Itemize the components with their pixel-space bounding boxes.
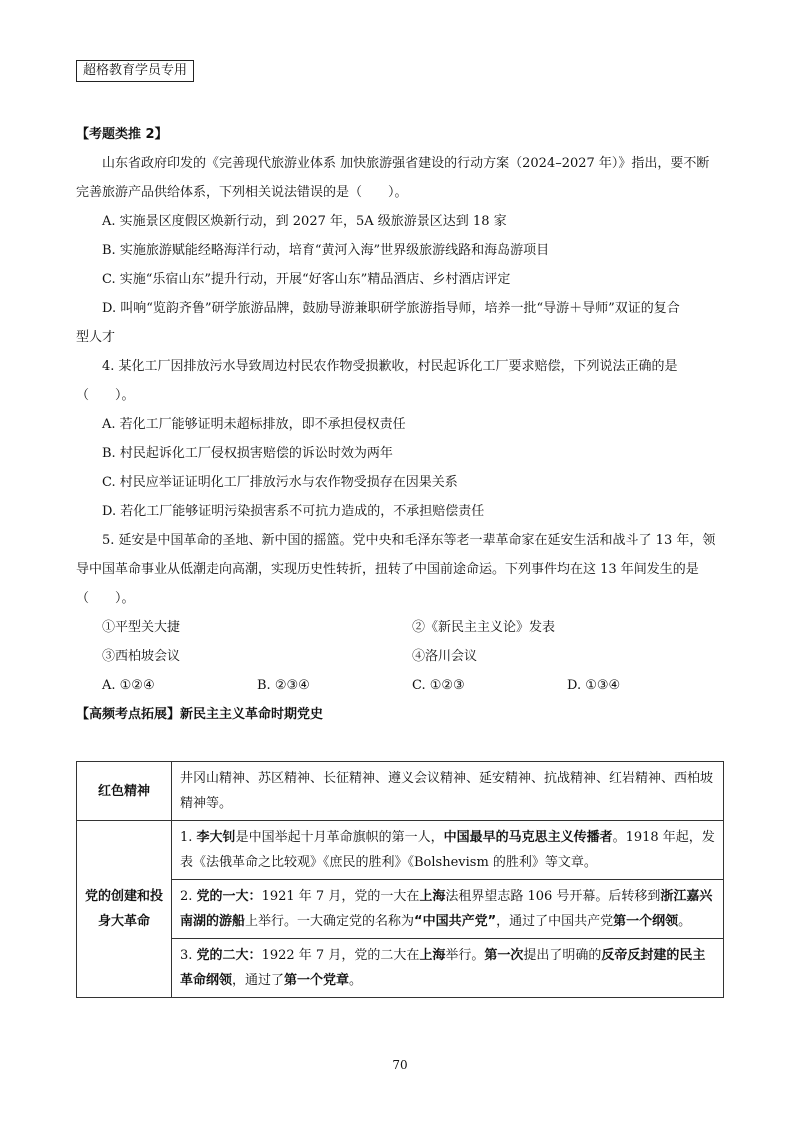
- q4-option-b: B. 村民起诉化工厂侵权损害赔偿的诉讼时效为两年: [102, 446, 393, 461]
- item-number: 1.: [180, 830, 197, 845]
- text: 法租界望志路 106 号开幕。后转移到: [445, 889, 661, 904]
- bold-term: 第一个纲领: [613, 914, 679, 929]
- question-4-stem-cont: （ ）。: [76, 388, 135, 403]
- question-5-stem: 5. 延安是中国革命的圣地、新中国的摇篮。党中央和毛泽东等老一辈革命家在延安生活和战斗了 13 年，领: [102, 533, 716, 548]
- question-5-stem-cont: 导中国革命事业从低潮走向高潮，实现历史性转折，扭转了中国前途命运。下列事件均在这 13 年间发生的是: [76, 562, 699, 577]
- option-c: C. 实施“乐宿山东”提升行动，开展“好客山东”精品酒店、乡村酒店评定: [102, 272, 511, 287]
- watermark-stamp: 超格教育学员专用: [76, 60, 194, 82]
- option-d: D. 叫响“览韵齐鲁”研学旅游品牌，鼓励导游兼职研学旅游指导师，培养一批“导游＋导师”双证的复合: [102, 301, 680, 316]
- question-5-stem-end: （ ）。: [76, 591, 135, 606]
- knowledge-table: [76, 761, 724, 998]
- table-row: [77, 762, 724, 821]
- item-number: 3.: [180, 948, 197, 963]
- q5-choice-a: A. ①②④: [102, 678, 155, 693]
- q5-item-1: ①平型关大捷: [102, 620, 181, 635]
- option-a: A. 实施景区度假区焕新行动，到 2027 年，5A 级旅游景区达到 18 家: [102, 214, 507, 229]
- table-row: [77, 939, 724, 998]
- bold-term: 党的二大：: [196, 948, 262, 963]
- row-head-party-founding: 党的创建和投身大革命: [77, 821, 172, 998]
- page-content: [76, 125, 724, 734]
- text: 。: [349, 973, 363, 988]
- q5-choice-d: D. ①③④: [567, 678, 621, 693]
- question-4-stem: 4. 某化工厂因排放污水导致周边村民农作物受损歉收，村民起诉化工厂要求赔偿，下列说法正确的是: [102, 359, 678, 374]
- bold-term: 第一个党章: [284, 973, 350, 988]
- text: 提出了明确的: [523, 948, 602, 963]
- bold-term: 党的一大：: [196, 889, 262, 904]
- q5-item-2: ②《新民主主义论》发表: [412, 620, 556, 635]
- bold-term: “中国共产党”: [414, 914, 497, 929]
- text: 上举行。一大确定党的名称为: [245, 914, 415, 929]
- text: ，通过了: [232, 973, 285, 988]
- bold-term: 李大钊: [196, 830, 236, 845]
- bold-term: 第一次: [484, 948, 524, 963]
- q5-item-4: ④洛川会议: [412, 649, 478, 664]
- row-head-red-spirit: 红色精神: [77, 762, 172, 821]
- q5-item-3: ③西柏坡会议: [102, 649, 181, 664]
- row-body-red-spirit: 井冈山精神、苏区精神、长征精神、遵义会议精神、延安精神、抗战精神、红岩精神、西柏坡精神等。: [172, 762, 724, 821]
- bold-term: 中国最早的马克思主义传播者: [443, 830, 613, 845]
- table-cell-item-3: [172, 939, 724, 998]
- q4-option-c: C. 村民应举证证明化工厂排放污水与农作物受损存在因果关系: [102, 475, 458, 490]
- text: 。: [678, 914, 692, 929]
- item-number: 2.: [180, 889, 197, 904]
- q4-option-a: A. 若化工厂能够证明未超标排放，即不承担侵权责任: [102, 417, 406, 432]
- q4-option-d: D. 若化工厂能够证明污染损害系不可抗力造成的，不承担赔偿责任: [102, 504, 485, 519]
- q5-choice-c: C. ①②③: [412, 678, 465, 693]
- text: 1921 年 7 月，党的一大在: [261, 889, 420, 904]
- bold-term: 上海: [419, 948, 446, 963]
- table-row: [77, 880, 724, 939]
- text: 。1918 年起，发表《法俄革命之比较观》《庶民的胜利》《Bolshevism 的胜利》等文章。: [180, 830, 715, 870]
- bold-term: 上海: [419, 889, 446, 904]
- bold-term: 浙江嘉兴南湖的游船: [180, 889, 713, 929]
- text: 是中国举起十月革命旗帜的第一人，: [235, 830, 444, 845]
- q5-items-row: [76, 618, 724, 638]
- text: 举行。: [445, 948, 485, 963]
- page-number: 70: [392, 1058, 408, 1072]
- table-row: [77, 821, 724, 880]
- table-cell-item-1: [172, 821, 724, 880]
- text: 1922 年 7 月，党的二大在: [261, 948, 420, 963]
- section-title-extension: 【高频考点拓展】新民主主义革命时期党史: [76, 707, 324, 722]
- q5-choice-b: B. ②③④: [257, 678, 310, 693]
- q5-items-row: [76, 647, 724, 667]
- q5-choices: [76, 676, 724, 696]
- bold-term: 反帝反封建的民主革命纲领: [180, 948, 706, 988]
- section-title-lei-tui: 【考题类推 2】: [76, 127, 168, 142]
- question-stem-cont: 完善旅游产品供给体系，下列相关说法错误的是（ ）。: [76, 185, 408, 200]
- text: ，通过了中国共产党: [496, 914, 614, 929]
- option-d-cont: 型人才: [76, 330, 116, 345]
- table-cell-item-2: [172, 880, 724, 939]
- question-stem: 山东省政府印发的《完善现代旅游业体系 加快旅游强省建设的行动方案（2024–2027 年）》指出，要不断: [102, 156, 710, 171]
- option-b: B. 实施旅游赋能经略海洋行动，培育“黄河入海”世界级旅游线路和海岛游项目: [102, 243, 550, 258]
